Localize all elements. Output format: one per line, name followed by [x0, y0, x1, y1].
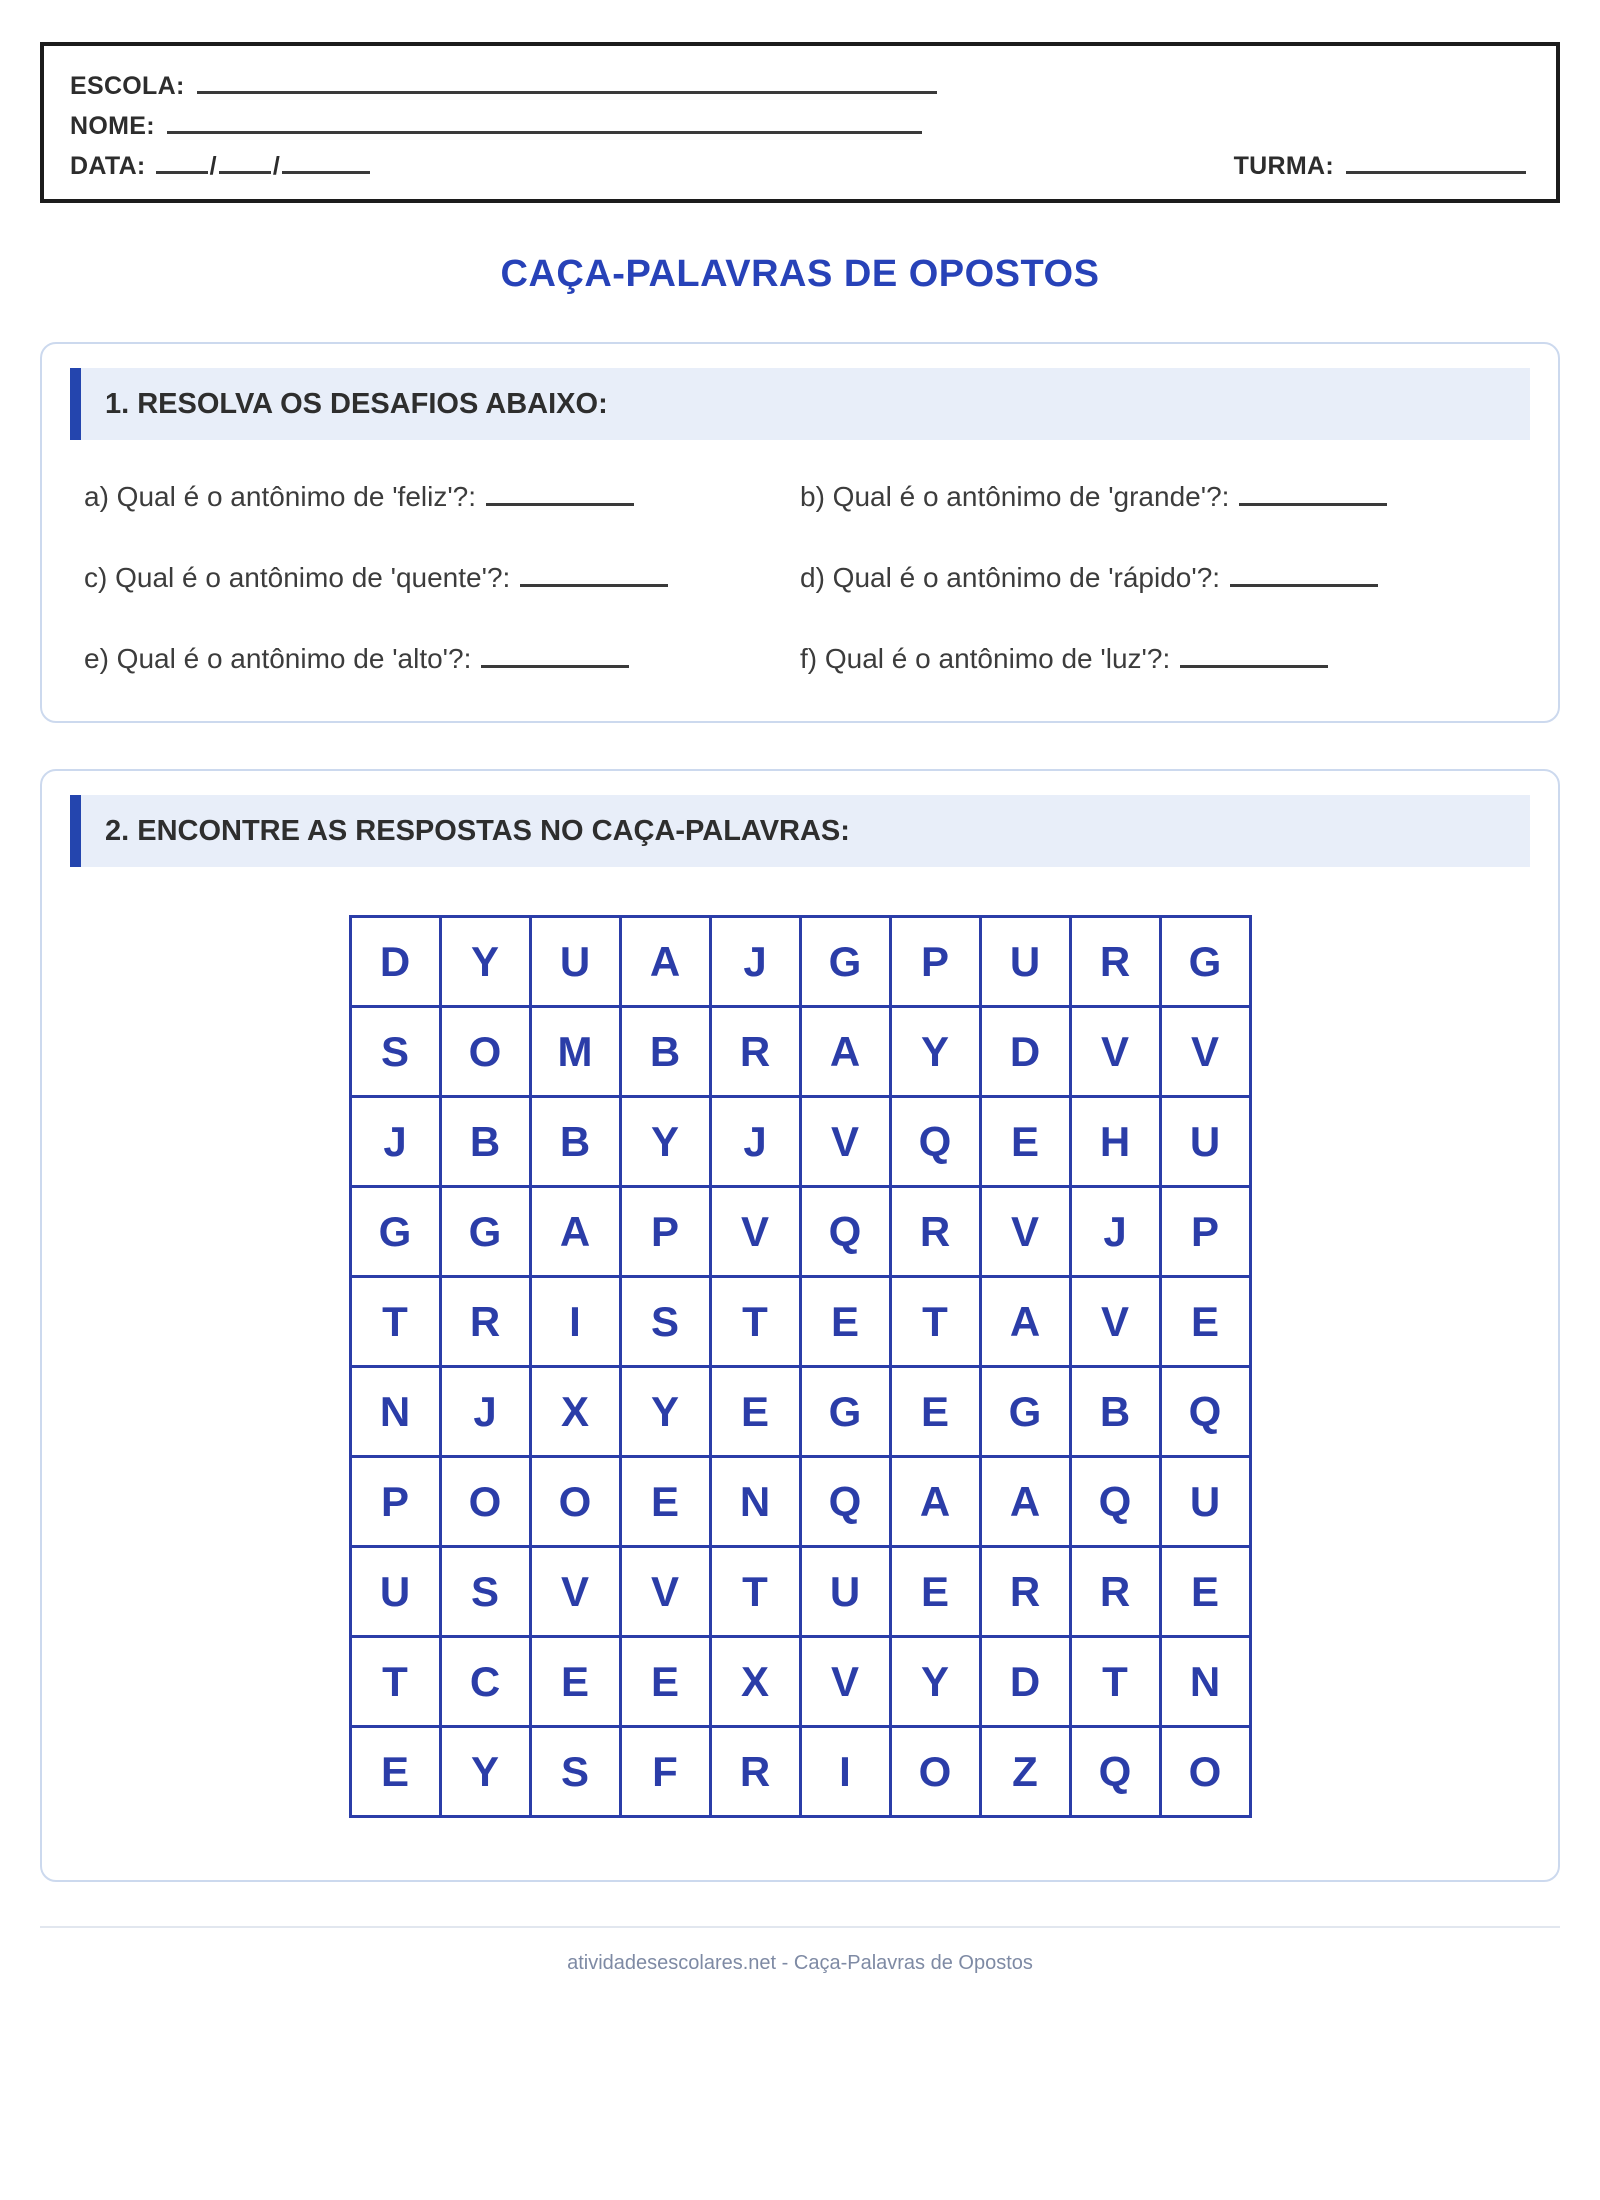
grid-cell: B — [530, 1097, 620, 1187]
page-title: CAÇA-PALAVRAS DE OPOSTOS — [500, 253, 1100, 295]
wordsearch-section — [40, 769, 1560, 1882]
class-label: TURMA: — [1233, 152, 1334, 180]
grid-cell: T — [350, 1277, 440, 1367]
grid-cell: U — [800, 1547, 890, 1637]
grid-cell: U — [980, 917, 1070, 1007]
grid-cell: V — [1160, 1007, 1250, 1097]
grid-cell: R — [710, 1007, 800, 1097]
grid-cell: E — [890, 1367, 980, 1457]
grid-cell: Y — [440, 1727, 530, 1817]
name-row — [70, 110, 1526, 141]
grid-cell: G — [980, 1367, 1070, 1457]
date-month-blank — [219, 150, 271, 174]
grid-row — [350, 1007, 1250, 1097]
name-blank-line — [167, 110, 922, 134]
grid-cell: J — [350, 1097, 440, 1187]
grid-cell: Q — [800, 1457, 890, 1547]
grid-row — [350, 1097, 1250, 1187]
grid-cell: Q — [800, 1187, 890, 1277]
grid-cell: V — [530, 1547, 620, 1637]
question-f-answer-blank — [1180, 642, 1328, 668]
grid-cell: D — [980, 1637, 1070, 1727]
grid-cell: Y — [440, 917, 530, 1007]
question-d-text: d) Qual é o antônimo de 'rápido'?: — [800, 562, 1221, 593]
grid-cell: G — [440, 1187, 530, 1277]
grid-cell: X — [530, 1367, 620, 1457]
question-a-text: a) Qual é o antônimo de 'feliz'?: — [84, 481, 477, 512]
school-blank-line — [197, 70, 937, 94]
grid-cell: R — [710, 1727, 800, 1817]
grid-cell: X — [710, 1637, 800, 1727]
grid-cell: E — [980, 1097, 1070, 1187]
grid-cell: E — [710, 1367, 800, 1457]
grid-cell: P — [350, 1457, 440, 1547]
grid-cell: N — [350, 1367, 440, 1457]
grid-cell: V — [1070, 1277, 1160, 1367]
grid-cell: N — [1160, 1637, 1250, 1727]
grid-cell: U — [530, 917, 620, 1007]
student-info-box — [40, 42, 1560, 203]
grid-cell: O — [440, 1457, 530, 1547]
question-e-answer-blank — [481, 642, 629, 668]
question-e — [84, 642, 800, 675]
school-label: ESCOLA: — [70, 72, 185, 100]
grid-row — [350, 1457, 1250, 1547]
grid-cell: V — [620, 1547, 710, 1637]
grid-cell: B — [1070, 1367, 1160, 1457]
questions-list — [70, 440, 1530, 687]
grid-cell: P — [1160, 1187, 1250, 1277]
date-slash: / — [209, 152, 217, 180]
footer-credit: atividadesescolares.net - Caça-Palavras de Opostos — [567, 1952, 1033, 1974]
wordsearch-grid — [349, 915, 1252, 1818]
grid-cell: O — [890, 1727, 980, 1817]
date-group — [70, 150, 370, 181]
grid-cell: G — [1160, 917, 1250, 1007]
question-f — [800, 642, 1516, 675]
question-b-answer-blank — [1239, 480, 1387, 506]
question-d-answer-blank — [1230, 561, 1378, 587]
grid-cell: J — [1070, 1187, 1160, 1277]
grid-cell: A — [620, 917, 710, 1007]
question-c-answer-blank — [520, 561, 668, 587]
grid-row — [350, 1637, 1250, 1727]
grid-cell: V — [800, 1097, 890, 1187]
grid-cell: M — [530, 1007, 620, 1097]
grid-cell: J — [710, 917, 800, 1007]
grid-cell: T — [1070, 1637, 1160, 1727]
grid-row — [350, 1187, 1250, 1277]
grid-row — [350, 1277, 1250, 1367]
grid-cell: U — [1160, 1457, 1250, 1547]
grid-cell: P — [890, 917, 980, 1007]
footer-divider — [40, 1926, 1560, 1928]
grid-cell: U — [350, 1547, 440, 1637]
grid-cell: N — [710, 1457, 800, 1547]
grid-cell: T — [890, 1277, 980, 1367]
grid-cell: V — [980, 1187, 1070, 1277]
grid-cell: S — [620, 1277, 710, 1367]
grid-cell: E — [890, 1547, 980, 1637]
grid-row — [350, 1547, 1250, 1637]
grid-row — [350, 1367, 1250, 1457]
grid-cell: I — [530, 1277, 620, 1367]
grid-cell: A — [800, 1007, 890, 1097]
grid-cell: G — [350, 1187, 440, 1277]
question-c-text: c) Qual é o antônimo de 'quente'?: — [84, 562, 511, 593]
grid-cell: E — [350, 1727, 440, 1817]
grid-cell: O — [1160, 1727, 1250, 1817]
question-a-answer-blank — [486, 480, 634, 506]
question-c — [84, 561, 800, 594]
challenges-section — [40, 342, 1560, 723]
date-year-blank — [282, 150, 370, 174]
class-group — [1234, 150, 1526, 181]
grid-row — [350, 917, 1250, 1007]
question-a — [84, 480, 800, 513]
question-b — [800, 480, 1516, 513]
grid-cell: J — [710, 1097, 800, 1187]
grid-cell: C — [440, 1637, 530, 1727]
grid-cell: V — [710, 1187, 800, 1277]
grid-cell: Y — [890, 1637, 980, 1727]
grid-cell: Y — [890, 1007, 980, 1097]
question-f-text: f) Qual é o antônimo de 'luz'?: — [800, 643, 1171, 674]
grid-cell: B — [440, 1097, 530, 1187]
grid-cell: G — [800, 1367, 890, 1457]
grid-cell: R — [1070, 1547, 1160, 1637]
grid-cell: F — [620, 1727, 710, 1817]
grid-cell: H — [1070, 1097, 1160, 1187]
grid-cell: Q — [1070, 1457, 1160, 1547]
grid-cell: S — [530, 1727, 620, 1817]
grid-cell: J — [440, 1367, 530, 1457]
grid-cell: Y — [620, 1367, 710, 1457]
grid-cell: P — [620, 1187, 710, 1277]
grid-cell: A — [530, 1187, 620, 1277]
wordsearch-heading-band — [70, 795, 1530, 867]
question-d — [800, 561, 1516, 594]
grid-cell: Q — [1160, 1367, 1250, 1457]
grid-cell: B — [620, 1007, 710, 1097]
grid-cell: E — [800, 1277, 890, 1367]
grid-cell: A — [980, 1457, 1070, 1547]
grid-cell: I — [800, 1727, 890, 1817]
grid-cell: Y — [620, 1097, 710, 1187]
grid-cell: Q — [1070, 1727, 1160, 1817]
grid-row — [350, 1727, 1250, 1817]
wordsearch-heading: 2. ENCONTRE AS RESPOSTAS NO CAÇA-PALAVRAS: — [105, 814, 850, 847]
grid-cell: T — [350, 1637, 440, 1727]
date-label: DATA: — [70, 152, 146, 180]
grid-cell: R — [980, 1547, 1070, 1637]
grid-cell: A — [890, 1457, 980, 1547]
name-label: NOME: — [70, 112, 155, 140]
grid-cell: Q — [890, 1097, 980, 1187]
date-slash: / — [272, 152, 281, 180]
grid-cell: D — [350, 917, 440, 1007]
grid-cell: O — [530, 1457, 620, 1547]
date-day-blank — [156, 150, 208, 174]
grid-cell: G — [800, 917, 890, 1007]
grid-cell: E — [530, 1637, 620, 1727]
class-blank-line — [1346, 150, 1526, 174]
grid-cell: E — [1160, 1547, 1250, 1637]
grid-cell: Z — [980, 1727, 1070, 1817]
grid-cell: V — [1070, 1007, 1160, 1097]
grid-cell: V — [800, 1637, 890, 1727]
grid-cell: R — [1070, 917, 1160, 1007]
grid-cell: O — [440, 1007, 530, 1097]
grid-cell: R — [890, 1187, 980, 1277]
question-b-text: b) Qual é o antônimo de 'grande'?: — [800, 481, 1230, 512]
grid-cell: E — [620, 1457, 710, 1547]
grid-cell: R — [440, 1277, 530, 1367]
grid-cell: T — [710, 1547, 800, 1637]
grid-cell: D — [980, 1007, 1070, 1097]
question-e-text: e) Qual é o antônimo de 'alto'?: — [84, 643, 472, 674]
challenges-heading: 1. RESOLVA OS DESAFIOS ABAIXO: — [105, 387, 608, 420]
grid-cell: A — [980, 1277, 1070, 1367]
school-row — [70, 70, 1526, 101]
challenges-heading-band — [70, 368, 1530, 440]
grid-cell: E — [620, 1637, 710, 1727]
grid-cell: S — [350, 1007, 440, 1097]
date-class-row — [70, 150, 1526, 181]
grid-cell: T — [710, 1277, 800, 1367]
grid-cell: S — [440, 1547, 530, 1637]
grid-cell: U — [1160, 1097, 1250, 1187]
grid-cell: E — [1160, 1277, 1250, 1367]
